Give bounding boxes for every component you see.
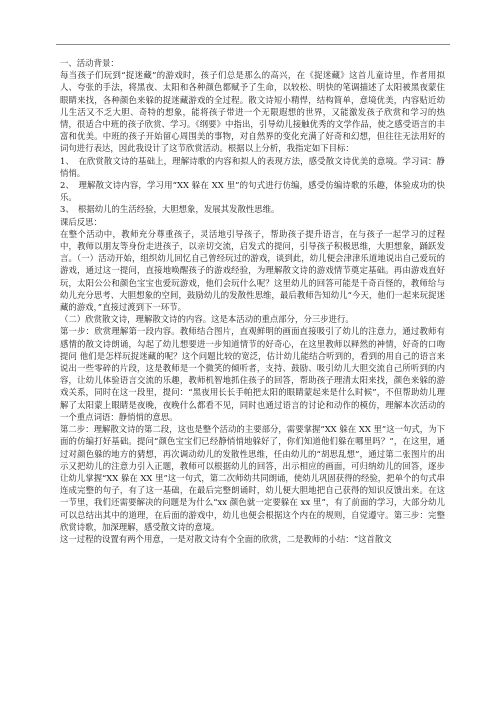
goal-item-2: 2、 理解散文诗内容，学习用“XX 躲在 XX 里”的句式进行仿编，感受仿编诗歌的乐趣，体验成功的快乐。 <box>60 180 445 203</box>
goal-item-3: 3、 根据幼儿的生活经验，大胆想象，发展其发散性思维。 <box>60 204 280 215</box>
paragraph-part-two-heading: （二）欣赏散文诗，理解散文诗的内容。这是本活动的重点部分，分三步进行。 <box>60 314 354 325</box>
paragraph-background: 每当孩子们玩到“捉迷藏”的游戏时，孩子们总是那么的高兴，在《捉迷藏》这首儿童诗里，作者用拟人、夸张的手法，将黑夜、太阳和各种颜色都赋予了生命，以较松、明快的笔调描述了太阳被黑夜蒙住眼睛来找，各种颜色来躲的捉迷藏游戏的全过程。散文诗短小精悍，结构简单，意境优美，内容贴近幼儿生活又不乏大胆、奇特的想象，能将孩子带进一个无限遐想的世界，又能激发孩子欣赏和学习的热情，很适合中班的孩子欣赏、学习。《纲要》中指出，引导幼儿接触优秀的文学作品，使之感受语言的丰富和优美。中班的孩子开始留心周围美的事物，对自然界的变化充满了好奇和幻想，但往往无法用好的词句进行表达，因此我设计了这节欣赏活动。根据以上分析，我指定如下目标： <box>60 70 445 154</box>
document-body <box>60 57 445 545</box>
paragraph-step-one: 第一步：欣赏理解第一段内容。教师结合图片，直观鲜明的画面直接吸引了幼儿的注意力，通过教师有感情的散文诗朗诵，勾起了幼儿想要进一步知道情节的好奇心，在这里教师以释然的神情，好奇的口吻提问 他们是怎样玩捉迷藏的呢？这个问题比较的宽泛，估计幼儿能结合听到的，看到的用自己的语言来说出一些零碎的片段，这是教师是一个微笑的倾听者，支持、鼓励、吸引幼儿大胆交流自己所听到的内容，让幼儿体验语言交流的乐趣，教师机智地抓住孩子的回答，帮助孩子理清太阳来找，颜色来躲的游戏关系，同时在这一段里，提问：“黑夜用长长手帕把太阳的眼睛蒙起来是什么时候”，不但帮助幼儿理解了太阳蒙上眼睛是夜晚，夜晚什么都看不见，同时也通过语言的讨论和动作的模仿，理解本次活动的一个重点词语：静悄悄的意思。 <box>60 326 445 422</box>
section-heading-background: 一、活动背景： <box>60 58 119 68</box>
goal-item-1: 1、 在欣赏散文诗的基础上，理解诗歌的内容和拟人的表现方法，感受散文诗优美的意境。学习词：静悄悄。 <box>60 155 445 178</box>
paragraph-reflection-intro: 在整个活动中，教师充分尊重孩子，灵活地引导孩子，帮助孩子提升语言，在与孩子一起学习的过程中，教师以朋友等身份走进孩子，以亲切交流，启发式的提问，引导孩子积极思维，大胆想象，踊跃发言。（一）活动开始，组织幼儿回忆自己曾经玩过的游戏，谈到此，幼儿便会津津乐道地说出自己爱玩的游戏，通过这一提问，直接地唤醒孩子的游戏经验，为理解散文诗的游戏情节奠定基础。再由游戏直好玩，太阳公公和颜色宝宝也爱玩游戏，他们会玩什么呢？这里幼儿的回答可能是千奇百怪的，教师给与幼儿充分思考、大胆想象的空间，鼓励幼儿的发散性思维，最后教师告知幼儿“今天，他们一起来玩捉迷藏的游戏，”直接过渡到下一环节。 <box>60 228 445 313</box>
paragraph-closing: 这一过程的设置有两个用意，一是对散文诗有个全面的欣赏，二是教师的小结：“这首散文 <box>60 533 392 544</box>
header-rule <box>56 44 450 45</box>
paragraph-step-two: 第二步：理解散文诗的第二段，这也是整个活动的主要部分，需要掌握“XX 躲在 XX 里”这一句式，为下面的仿编打好基础。提问“颜色宝宝们已经静悄悄地躲好了，你们知道他们躲在哪里吗？”，在这里，通过对颜色躲的地方的猜想，再次调动幼儿的发散性思维，任由幼儿的“胡思乱想”，通过第二张图片的出示又把幼儿的注意力引入正题，教师可以根据幼儿的回答，出示相应的画面，可归纳幼儿的回答，逐步让幼儿掌握“XX 躲在 XX 里”这一句式，第二次师幼共同朗诵，使幼儿巩固获得的经验，把单个的句式串连成完整的句子，有了这一基础，在最后完整朗诵时，幼儿便大胆地把自己获得的知识反馈出来。在这一节里，我们还需要解决的问题是为什么“xx 颜色就一定要躲在 xx 里”，有了前面的学习，大部分幼儿可以总结出其中的道理，在后面的游戏中，幼儿也便会根据这个内在的规则，自觉遵守。第三步：完整欣赏诗歌，加深理解，感受散文诗的意境。 <box>60 424 445 532</box>
section-heading-reflection: 课后反思： <box>60 216 102 227</box>
